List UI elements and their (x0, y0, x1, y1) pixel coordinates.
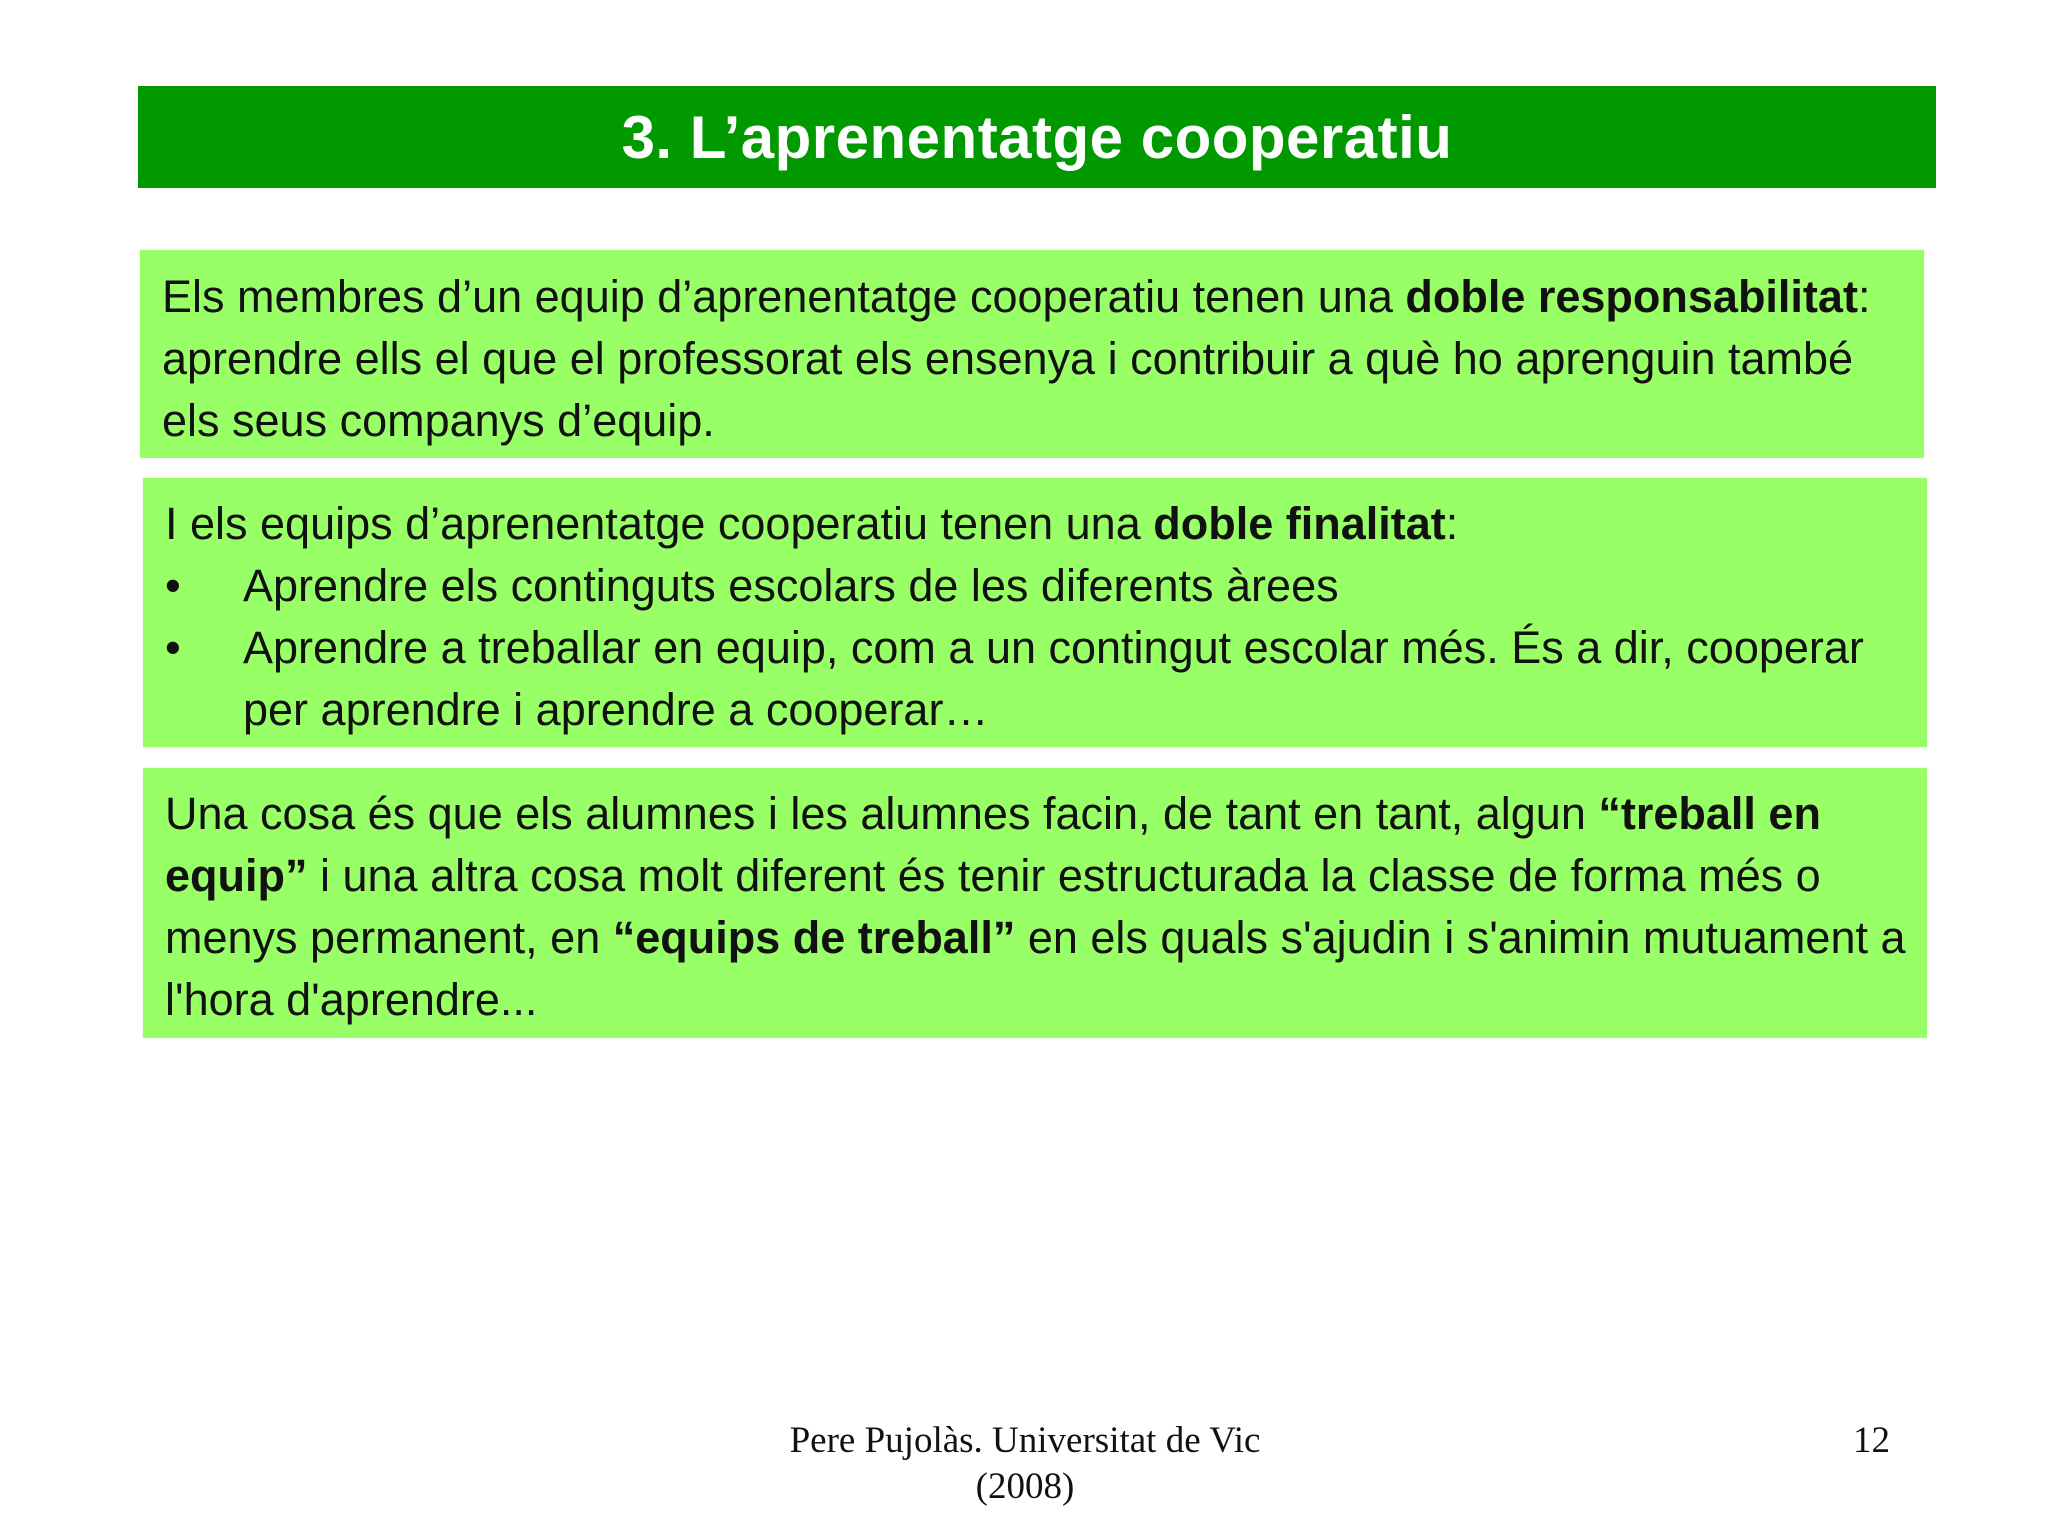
responsibility-intro: Els membres d’un equip d’aprenentatge cooperatiu tenen una (162, 271, 1406, 322)
footer-credit-line2: (2008) (975, 1466, 1075, 1507)
slide-title: 3. L’aprenentatge cooperatiu (621, 103, 1453, 171)
page-number: 12 (1853, 1420, 1890, 1461)
teamwork-bold1: “treball en equip” (165, 788, 1821, 901)
purpose-bullet-list (165, 555, 1907, 741)
teamwork-part2: i una altra cosa molt diferent és tenir estructurada la classe de forma més o menys permanent, en (165, 850, 1821, 963)
teamwork-bold2: “equips de treball” (612, 912, 1016, 963)
teamwork-box (143, 768, 1927, 1038)
teamwork-text (165, 783, 1907, 1031)
purpose-bullet-text: Aprendre a treballar en equip, com a un contingut escolar més. És a dir, cooperar per aprendre i aprendre a cooperar… (243, 622, 1864, 735)
purpose-bold: doble finalitat (1153, 498, 1446, 549)
bullet-icon: • (165, 622, 181, 673)
bullet-icon: • (165, 560, 181, 611)
responsibility-bold: doble responsabilitat (1405, 271, 1858, 322)
footer-credit (700, 1418, 1350, 1510)
purpose-intro-line (165, 493, 1907, 555)
responsibility-rest: : aprendre ells el que el professorat els ensenya i contribuir a què ho aprenguin també els seus companys d’equip. (162, 271, 1871, 446)
teamwork-part1: Una cosa és que els alumnes i les alumnes facin, de tant en tant, algun (165, 788, 1599, 839)
teamwork-part3: en els quals s'ajudin i s'animin mutuament a l'hora d'aprendre... (165, 912, 1906, 1025)
purpose-bullet-item (165, 555, 1907, 617)
title-bar (138, 86, 1936, 188)
purpose-colon: : (1445, 498, 1459, 549)
purpose-box (143, 478, 1927, 747)
footer-credit-line1: Pere Pujolàs. Universitat de Vic (789, 1420, 1261, 1461)
responsibility-text (162, 266, 1904, 452)
purpose-bullet-item (165, 617, 1907, 741)
purpose-intro: I els equips d’aprenentatge cooperatiu tenen una (165, 498, 1154, 549)
responsibility-box (140, 250, 1924, 458)
purpose-bullet-text: Aprendre els continguts escolars de les diferents àrees (243, 560, 1339, 611)
